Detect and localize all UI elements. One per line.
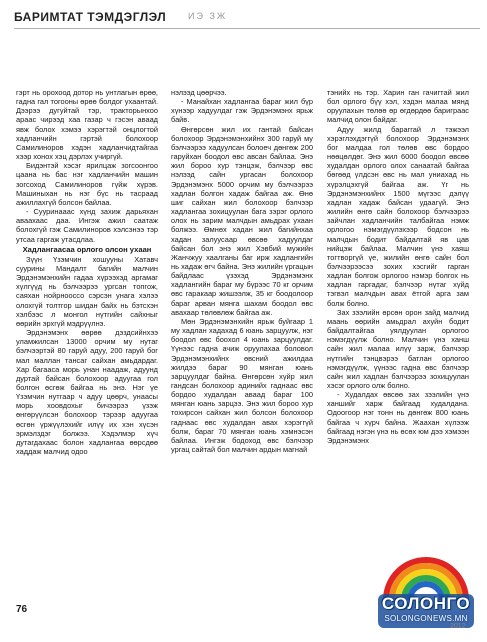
paragraph: Зүүн Үзэмчин хошууны Хатавч суурины Мандалт багийн малчин Эрдэнэмэнхийн гадаа хүрээхэд аргамаг хүлгүүд нь бэлчээрээ ургсан топгож, саяхан нойрнооссо сэрсэн унага хэлээ олохгүй толтгор шидан байх нь бэтсхэн хэлбээс л монгол нүтгийн сайхныг өөрийн эрхгүй мэдрүүлнэ. [16,254,158,328]
header-divider [14,28,480,29]
paragraph: - Манайхан хадлангаа бараг жил бүр хүнээр хадуулдаг гэж Эрдэнэмэнх ярьж байв. [171,97,313,125]
article-column-1 [16,88,158,456]
page-header [8,2,480,42]
section-title: БАРИМТАТ ТЭМДЭГЛЭЛ [14,10,167,24]
page-number: 76 [16,604,28,615]
issue-code: 2012 [450,623,466,630]
article-column-2 [171,88,313,454]
paragraph: - Худалдах өвсөө зах зээлийн үнэ ханшийг харж байгаад худалдана. Одоогоор нэг тонн нь дөнгөж 800 юань байгаа ч хүрч байна. Жаахан хүлээж байгаад нэгэн үнэ нь өсөх юм дээ хэмээн Эрдэнэмэнх [327,390,469,445]
paragraph: гэрт нь орохоод дотор нь унтлагын өрөө, гадна гал тогооны өрөө болдог ухаантай. Дээрээ дугуйтай тэр, тракторынхоо араас чирээд хаа газар ч гэсэн аваад явж болох хэмээ хэрэгтэй онцлогтой хадланчийн гэртэй болохоор Самилиноров хэдэн хадланчидтайгаа хээр хонох хэц дэрлэх учиргүй. [16,88,158,162]
paragraph: Зах зээлийн өрсөн орон зайд малчид маань өөрийн амьдрал ахуйн бодит байдалтайгаа уялдуулан орлогоо нэмэгдүүлж болно. Малчин үнэ ханш сайн жил малаа илүү зарж, бэлчээр нүтгийн тэнцвэрээ батлан орлогоо нэмэгдүүлж, үүнээс гадна өвс бэлчээр сайн жил хадлан бэлчээрээ зохицуулан хэсэг орлого олж болно. [327,307,469,390]
paragraph: Эрдэнэмэнх өөрөө дэздсийнхээ уламжилсан 13000 орчим му нутаг бэлчээртэй 80 гаруй адуу, 200 гаруй бог мал маллан тансаг сайхан амьдардаг. Хар багааса морь унан наадаж, адуунд дуртай байсан болохоор адуугаа гол болгон өсгөж байгаа нь энэ. Нэг үе Үзэмчин нутгаар ч адуу цөөрч, унаасы морь хоовдохыг бичээрээ үзэж өнгөрүүлсэн болохоор тэрээр адуугаа өсгөн үржүүлэхийг илүү их хэн хүсэн эрмэлздэг болжээ. Хэдэлмэр хүч дутагдахаас болон хадлангаа өөрсдөө хаддаж малчид одоо [16,328,158,457]
paragraph: тэнийх нь тэр. Харин ган гачигтай жил бол орлого бүү хэл, хэдэн малаа мянд оруулахын төлөө өр өгдөрдөө бариграас малчид олон байдаг. [327,88,469,125]
article-column-3 [327,88,469,445]
paragraph: нэлээд цөөрчээ. [171,88,227,97]
subheading: Хадлангаасаа орлого олсон ухаан [22,244,152,254]
paragraph: Мөн Эрдэнэмэнхийн ярьж буйгаар 1 му хадлан хадахад 6 юань зарцуулж, нэг боодол өвс боохол 4 юань зарцуулдаг. Үүнээс гадна ачиж оруулахаа боловол Эрдэнэмэнхийнх өвсний ажилдаа жилдээ бараг 90 мянган юань зарцуулдаг байна. Өнгөрсөн хүйр жил гандсан болохоор адинийх гаднаас өвс бордоо худалдан аваад бараг 100 мянган юань зарцээ. Энэ жил бороо хур тохирсон сайхан жил болсон болохоор гаднаас өвс худалдан авах хэрэггүй болж, бараг 70 мянган юань хэмнэсэн байлаа. Ингэж бодоход өвс бэлчээр ургац сайтай бол малчин ардын магнай [171,316,313,455]
logo-wordmark: СОЛОНГО [381,594,471,613]
paragraph: Бидэнтэй хэсэг ярилцаж зогсоонгоо цаана нь бас нэг хадланчийн машин зогсоход Самилиноров гүйж хүрэв. Машиныхан нь нэг бүс нь тасраад ажиллахгүй болсон байлаа. [16,161,158,207]
section-subtitle: ИЭ ЗЖ [188,11,228,21]
paragraph: Өнгөрсөн жил их гантай байсан болохоор Эрдэнэмэнхийнх 300 гаруй му бэлчээрээ хадуулсан болоеч дөнгөж 200 гаруйхан боодол өвс авсан байлаа. Энэ жил бороо хур тэнцэж, бэлчээр өвс нэлээд сайн ургасан болохоор Эрдэнэмэнх 5000 орчим му бэлчээрээ хадлан болгон хадаж байгаа аж. Өнө шиг сайхан жил болохоор бэлчээр хадлангаа зохицуулан бага зэрэг орлого олох нь зарим малчдын амьдрах ухаан болжээ. Өмнөх хадан жил багийнхаа хадан залуусаар өвсөө хадуулдаг байсан бол энэ жил Хэвбий мужийн Жанчжуу хаалганы баг ирж хадлангийн нь хадаж өгч байна. Энэ жилийн үргацын байдлаас үзэхэд Эрдэнэмэнх хадлангийн бараг му бүрээс 70 кг орчим өвс гаракаар жишээлж, 35 кг боодолоор бараг арван мянга шахам боодол өвс авахаар төлөвлөж байгаа аж. [171,124,313,317]
paragraph: - Сууринааас хүнд захиж дарьяхан аваахаас даа. Ингэж ажил саатаж болохгүй гэж Самилиноров хэлсэнээ тэр утсаа гаргаж утасдлаа. [16,207,158,244]
logo-url: SOLONGONEWS.MN [384,614,468,623]
paragraph: Адуу жилд бараггай л тэжээл хэрэглэхдэггүй болохоор Эрдэнэмэнх бог малдаа гол төлөв өвс бордоо нөөцөлдөг. Энэ жил 6000 боодол өвсөө худалдан орлого олох санаатай байгаа бөгөөд үлдсэн өвс нь мал униахад нь хүрэлцэхгүй байгаа аж. Үг нь Эрдэнэмэнхийнх 1500 мүгээс дэлүү хадлан хадаж байсан удаагүй. Энэ жилийн өнгө сайн болохоор бэлчээрээ зайчлан хадланчийн талбайгаа нэмж орлогоо нэмэгдүүлэхээр бодсон нь малчдын бодит байдалтай яв цав нийцэж байлаа. Малчин үнэ хаяш тогтворгүй үе, жилийн өнгө сайн бол бэлчээрээсээ зохих хэсгийг гарган хадлан болгож орлогоо нэмэр болгох нь хадлан гаргадаг, бэлчээр нүтаг хүйд тэгвэл малчдын авах ётгой арга зам болж болно. [327,124,469,308]
